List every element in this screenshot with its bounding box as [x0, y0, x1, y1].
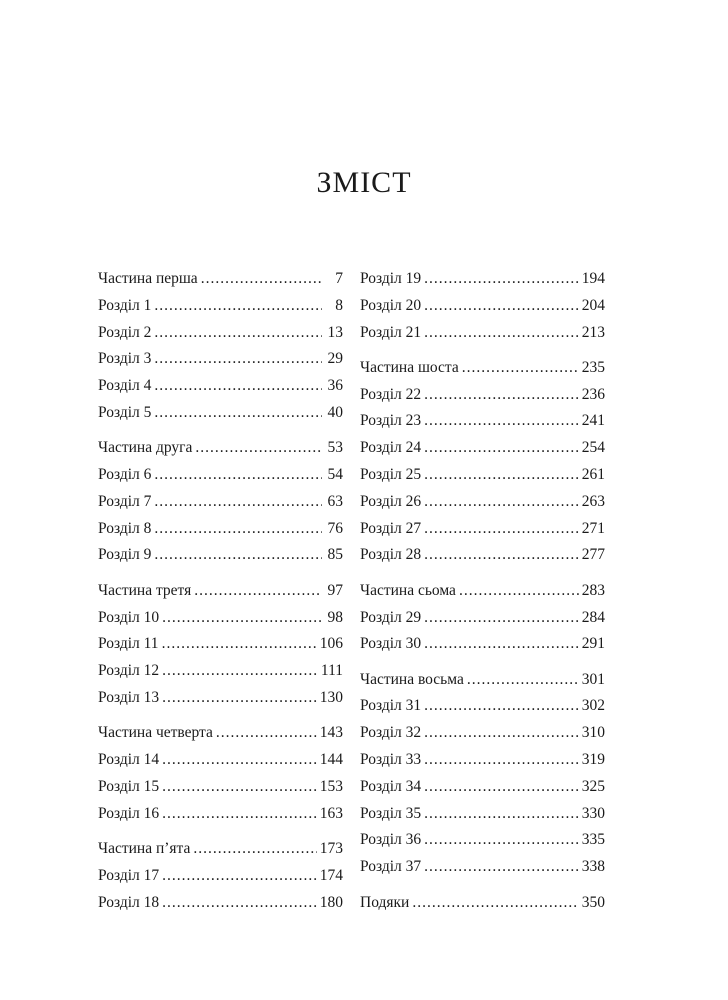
toc-entry-label: Розділ 32: [360, 724, 422, 742]
dot-leader: [162, 689, 317, 707]
toc-entry-page-number: 111: [320, 662, 343, 680]
dot-leader: [162, 751, 317, 769]
toc-entry-label: Розділ 3: [98, 350, 152, 368]
toc-entry-page-number: 319: [581, 751, 605, 769]
toc-entry-page-number: 54: [327, 466, 343, 484]
dot-leader: [424, 386, 579, 404]
toc-entry-label: Частина друга: [98, 439, 193, 457]
toc-entry-label: Розділ 25: [360, 466, 422, 484]
toc-entry[interactable]: [360, 671, 605, 698]
toc-entry-page-number: 302: [581, 697, 605, 715]
dot-leader: [154, 466, 322, 484]
dot-leader: [424, 858, 579, 876]
toc-entry-page-number: 36: [327, 377, 343, 395]
toc-entry[interactable]: [98, 270, 343, 297]
dot-leader: [424, 297, 579, 315]
dot-leader: [154, 493, 322, 511]
dot-leader: [162, 662, 318, 680]
toc-entry-label: Розділ 9: [98, 546, 152, 564]
dot-leader: [462, 359, 579, 377]
toc-entry[interactable]: [98, 297, 343, 324]
dot-leader: [424, 466, 579, 484]
toc-entry-label: Розділ 5: [98, 403, 152, 421]
toc-entry-page-number: 213: [581, 323, 605, 341]
toc-entry[interactable]: [98, 778, 343, 805]
toc-entry-page-number: 153: [319, 777, 343, 795]
toc-entry-label: Розділ 27: [360, 519, 422, 537]
toc-entry-page-number: 338: [581, 858, 605, 876]
dot-leader: [193, 840, 316, 858]
toc-entry[interactable]: [360, 297, 605, 324]
dot-leader: [162, 635, 317, 653]
toc-entry-label: Розділ 34: [360, 777, 422, 795]
toc-entry[interactable]: [360, 582, 605, 609]
toc-entry-page-number: 85: [327, 546, 343, 564]
dot-leader: [194, 582, 322, 600]
toc-entry-page-number: 241: [581, 412, 605, 430]
dot-leader: [424, 831, 579, 849]
toc-entry-label: Розділ 14: [98, 751, 160, 769]
toc-entry-label: Розділ 6: [98, 466, 152, 484]
toc-entry-page-number: 180: [319, 893, 343, 911]
toc-entry[interactable]: [98, 894, 343, 921]
toc-entry[interactable]: [98, 662, 343, 689]
toc-entry[interactable]: [360, 270, 605, 297]
toc-entry-page-number: 174: [319, 866, 343, 884]
toc-entry-page-number: 143: [319, 724, 343, 742]
toc-entry-label: Розділ 11: [98, 635, 159, 653]
toc-entry-page-number: 40: [327, 403, 343, 421]
toc-entry[interactable]: [98, 840, 343, 867]
dot-leader: [162, 609, 322, 627]
toc-entry-page-number: 310: [581, 724, 605, 742]
dot-leader: [424, 412, 579, 430]
page-title: ЗМІСТ: [316, 166, 412, 199]
dot-leader: [154, 546, 322, 564]
dot-leader: [424, 805, 579, 823]
dot-leader: [162, 778, 317, 796]
dot-leader: [424, 520, 579, 538]
toc-entry-label: Розділ 21: [360, 323, 422, 341]
toc-entry[interactable]: [98, 324, 343, 351]
toc-entry-label: Розділ 10: [98, 608, 160, 626]
toc-entry-page-number: 144: [319, 751, 343, 769]
toc-entry[interactable]: [360, 546, 605, 573]
toc-entry[interactable]: [98, 751, 343, 778]
toc-entry-label: Розділ 22: [360, 385, 422, 403]
dot-leader: [216, 724, 317, 742]
toc-entry-label: Частина п’ята: [98, 839, 191, 857]
toc-entry-page-number: 335: [581, 831, 605, 849]
toc-entry-label: Розділ 28: [360, 546, 422, 564]
toc-entry[interactable]: [360, 697, 605, 724]
toc-entry-label: Розділ 17: [98, 866, 160, 884]
dot-leader: [424, 324, 579, 342]
toc-entry[interactable]: [360, 439, 605, 466]
toc-entry-label: Розділ 23: [360, 412, 422, 430]
dot-leader: [424, 270, 579, 288]
toc-entry[interactable]: [98, 377, 343, 404]
dot-leader: [424, 546, 579, 564]
toc-entry-page-number: 277: [581, 546, 605, 564]
toc-entry-label: Розділ 15: [98, 777, 160, 795]
toc-entry[interactable]: [360, 520, 605, 547]
toc-entry-label: Частина третя: [98, 581, 192, 599]
toc-entry[interactable]: [360, 858, 605, 885]
toc-column-left: [98, 270, 343, 920]
toc-entry-label: Розділ 20: [360, 296, 422, 314]
dot-leader: [162, 867, 317, 885]
toc-entry-page-number: 63: [327, 492, 343, 510]
dot-leader: [201, 270, 322, 288]
toc-entry-page-number: 194: [581, 270, 605, 287]
toc-entry-label: Розділ 30: [360, 635, 422, 653]
toc-entry[interactable]: [98, 520, 343, 547]
dot-leader: [162, 894, 317, 912]
dot-leader: [424, 493, 579, 511]
toc-entry-label: Розділ 35: [360, 804, 422, 822]
toc-entry-label: Розділ 13: [98, 688, 160, 706]
toc-entry-label: Розділ 18: [98, 893, 160, 911]
toc-entry-page-number: 204: [581, 296, 605, 314]
toc-entry[interactable]: [98, 867, 343, 894]
toc-entry-page-number: 13: [327, 323, 343, 341]
toc-entry-label: Розділ 29: [360, 608, 422, 626]
toc-entry-page-number: 8: [335, 296, 343, 314]
dot-leader: [154, 324, 322, 342]
toc-entry-page-number: 173: [319, 839, 343, 857]
toc-entry[interactable]: [98, 609, 343, 636]
toc-entry-page-number: 7: [335, 270, 343, 287]
toc-entry[interactable]: [98, 689, 343, 716]
toc-entry-page-number: 235: [581, 358, 605, 376]
toc-entry-label: Частина сьома: [360, 581, 456, 599]
toc-entry[interactable]: [98, 582, 343, 609]
toc-entry-label: Частина перша: [98, 270, 198, 287]
dot-leader: [154, 520, 322, 538]
toc-entry[interactable]: [360, 609, 605, 636]
toc-entry-page-number: 301: [581, 670, 605, 688]
toc-entry-label: Подяки: [360, 893, 410, 911]
toc-entry[interactable]: [98, 404, 343, 431]
toc-entry-label: Розділ 26: [360, 492, 422, 510]
toc-entry[interactable]: [360, 635, 605, 662]
toc-entry-page-number: 98: [327, 608, 343, 626]
dot-leader: [424, 697, 579, 715]
dot-leader: [467, 671, 579, 689]
dot-leader: [424, 609, 579, 627]
toc-entry-label: Розділ 7: [98, 492, 152, 510]
toc-entry-label: Частина четверта: [98, 724, 213, 742]
toc-entry-label: Розділ 2: [98, 323, 152, 341]
toc-entry-page-number: 29: [327, 350, 343, 368]
toc-entry[interactable]: [360, 894, 605, 921]
dot-leader: [412, 894, 578, 912]
dot-leader: [154, 404, 322, 422]
dot-leader: [162, 805, 317, 823]
toc-entry-label: Розділ 37: [360, 858, 422, 876]
toc-entry[interactable]: [360, 412, 605, 439]
toc-entry-page-number: 291: [581, 635, 605, 653]
toc-entry[interactable]: [360, 493, 605, 520]
toc-entry[interactable]: [98, 805, 343, 832]
toc-entry[interactable]: [360, 831, 605, 858]
toc-entry-label: Розділ 4: [98, 377, 152, 395]
toc-entry[interactable]: [98, 350, 343, 377]
toc-entry[interactable]: [360, 724, 605, 751]
toc-entry[interactable]: [98, 493, 343, 520]
toc-entry[interactable]: [360, 359, 605, 386]
toc-entry[interactable]: [360, 805, 605, 832]
dot-leader: [154, 377, 322, 395]
toc-entry-label: Розділ 16: [98, 804, 160, 822]
dot-leader: [424, 724, 579, 742]
toc-entry-page-number: 76: [327, 519, 343, 537]
toc-entry[interactable]: [98, 466, 343, 493]
toc-entry-label: Розділ 24: [360, 439, 422, 457]
toc-entry[interactable]: [360, 466, 605, 493]
toc-column-right: [360, 270, 605, 920]
dot-leader: [424, 751, 579, 769]
toc-entry[interactable]: [98, 546, 343, 573]
dot-leader: [459, 582, 579, 600]
toc-entry-page-number: 130: [319, 688, 343, 706]
toc-entry-page-number: 271: [581, 519, 605, 537]
toc-entry-page-number: 254: [581, 439, 605, 457]
dot-leader: [424, 439, 579, 457]
toc-entry-page-number: 261: [581, 466, 605, 484]
toc-entry[interactable]: [360, 751, 605, 778]
dot-leader: [154, 350, 322, 368]
toc-entry-page-number: 236: [581, 385, 605, 403]
toc-entry-label: Частина шоста: [360, 358, 459, 376]
toc-entry[interactable]: [360, 386, 605, 413]
toc-entry-label: Розділ 8: [98, 519, 152, 537]
toc-entry-label: Розділ 36: [360, 831, 422, 849]
dot-leader: [195, 439, 322, 457]
toc-entry-page-number: 325: [581, 777, 605, 795]
toc-entry[interactable]: [98, 724, 343, 751]
toc-entry-page-number: 97: [327, 581, 343, 599]
toc-entry-label: Розділ 12: [98, 662, 160, 680]
toc-entry-page-number: 106: [319, 635, 343, 653]
dot-leader: [424, 778, 579, 796]
toc-entry-label: Частина восьма: [360, 670, 464, 688]
toc-entry-label: Розділ 1: [98, 296, 152, 314]
dot-leader: [424, 635, 579, 653]
toc-entry[interactable]: [98, 635, 343, 662]
toc-entry-page-number: 350: [581, 893, 605, 911]
toc-entry-page-number: 284: [581, 608, 605, 626]
toc-entry-page-number: 330: [581, 804, 605, 822]
toc-entry-label: Розділ 19: [360, 270, 422, 287]
toc-entry-label: Розділ 31: [360, 697, 422, 715]
toc-entry-page-number: 283: [581, 581, 605, 599]
toc-entry-page-number: 53: [327, 439, 343, 457]
toc-entry-label: Розділ 33: [360, 751, 422, 769]
dot-leader: [154, 297, 322, 315]
toc-entry[interactable]: [98, 439, 343, 466]
toc-entry-page-number: 163: [319, 804, 343, 822]
toc-entry[interactable]: [360, 324, 605, 351]
toc-entry-page-number: 263: [581, 492, 605, 510]
toc-entry[interactable]: [360, 778, 605, 805]
